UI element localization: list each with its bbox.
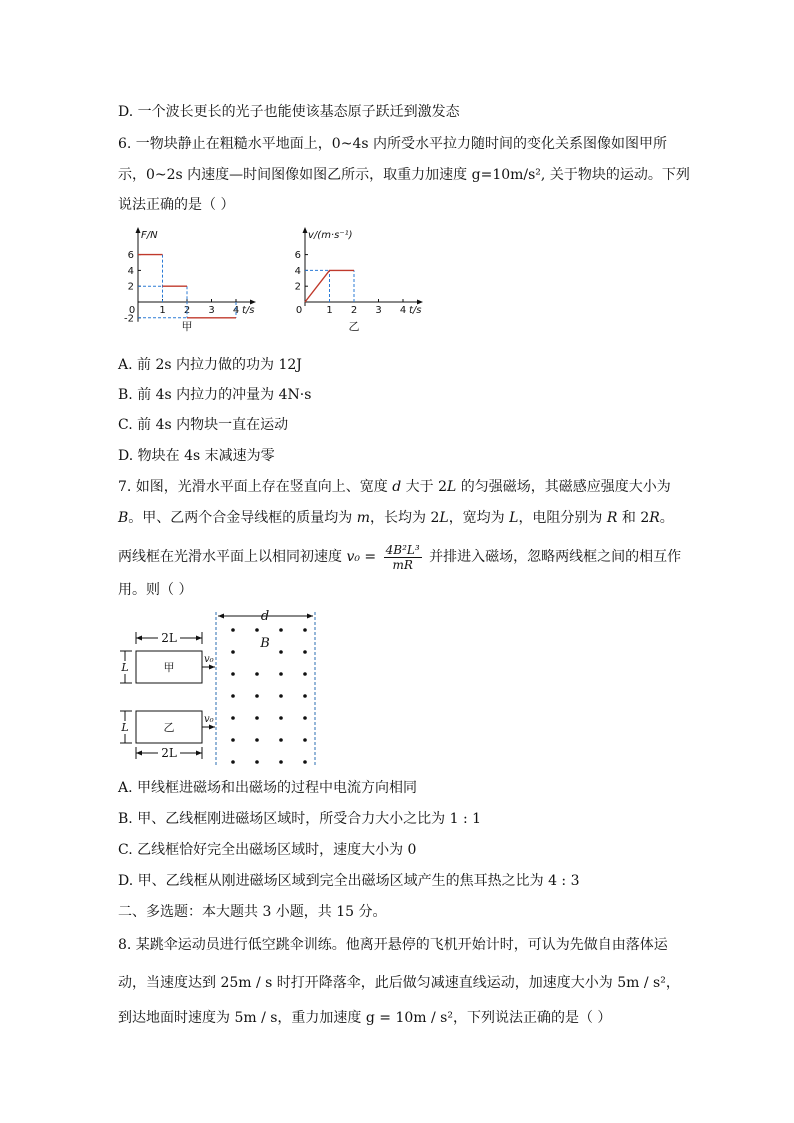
- x-tick-label: 3: [375, 305, 382, 316]
- initial-velocity-fraction: $\frac{\text{4B²L³}}{mR}$: [385, 542, 420, 572]
- x-tick-label: 1: [159, 305, 166, 316]
- field-dot: [303, 760, 307, 764]
- q6-option-b: B. 前 4s 内拉力的冲量为 4N·s: [118, 387, 312, 403]
- bottom-width-arrow-right: [196, 751, 202, 756]
- v0-arrowhead-jia: [209, 665, 215, 670]
- height-label-yi: L: [121, 721, 129, 734]
- field-dot: [303, 738, 307, 742]
- x-tick-label: 4: [232, 305, 240, 316]
- top-width-label: 2L: [161, 631, 177, 645]
- x-tick-label: 0: [128, 305, 136, 316]
- q7-stem-line4: 用。则（ ）: [118, 582, 193, 598]
- d-arrow-right: [307, 614, 313, 619]
- field-dot: [255, 760, 259, 764]
- y-tick-label: 2: [294, 281, 301, 293]
- field-dot: [231, 716, 235, 720]
- field-dot: [255, 738, 259, 742]
- q6-stem-line1: 6. 一物块静止在粗糙水平地面上，0~4s 内所受水平拉力随时间的变化关系图像如图甲所: [118, 136, 667, 152]
- bottom-width-arrow-left: [136, 751, 142, 756]
- q7-option-d: D. 甲、乙线框从刚进磁场区域到完全出磁场区域产生的焦耳热之比为 4 : 3: [118, 873, 580, 889]
- field-dot: [279, 672, 283, 676]
- field-dot: [279, 628, 283, 632]
- q6-figure-yi: [285, 225, 435, 347]
- x-axis-label: t/s: [409, 305, 422, 316]
- d-label: d: [260, 609, 270, 624]
- field-dot: [231, 760, 235, 764]
- q8-stem-line3: 到达地面时速度为 5m / s，重力加速度 g = 10m / s²，下列说法正确的是（ ）: [118, 1010, 612, 1026]
- q7-stem-line2: B。甲、乙两个合金导线框的质量均为 m，长均为 2L，宽均为 L，电阻分别为 R 和 2R。: [118, 510, 674, 526]
- field-dot: [279, 738, 283, 742]
- field-dot: [255, 672, 259, 676]
- q6-option-d: D. 物块在 4s 末减速为零: [118, 448, 275, 464]
- bottom-width-label: 2L: [161, 746, 177, 760]
- q5-option-d: D. 一个波长更长的光子也能使该基态原子跃迁到激发态: [118, 104, 460, 120]
- field-dot: [231, 628, 235, 632]
- height-label-jia: L: [121, 661, 129, 674]
- field-dot: [255, 694, 259, 698]
- q7-stem-line1: 7. 如图，光滑水平面上存在竖直向上、宽度 d 大于 2L 的匀强磁场，其磁感应强度大小为: [118, 479, 671, 495]
- q8-stem-line2: 动，当速度达到 25m / s 时打开降落伞，此后做匀减速直线运动，加速度大小为 5m / s²，: [118, 975, 680, 991]
- x-axis-label: t/s: [242, 305, 255, 316]
- q7-stem-line3: 两线框在光滑水平面上以相同初速度 v₀ = $\frac{\text{4B²L³}}{mR}$ 并排进入磁场，忽略两线框之间的相互作: [118, 542, 682, 572]
- y-tick-label: 4: [127, 265, 134, 277]
- field-dot: [279, 650, 283, 654]
- magnetic-field-diagram: [118, 606, 328, 766]
- force-time-graph: [118, 225, 268, 343]
- d-arrow-left: [218, 614, 224, 619]
- field-dot: [279, 760, 283, 764]
- top-width-arrow-right: [196, 636, 202, 641]
- x-tick-label: 2: [350, 305, 358, 316]
- q8-stem-line1: 8. 某跳伞运动员进行低空跳伞训练。他离开悬停的飞机开始计时，可认为先做自由落体运: [118, 937, 668, 953]
- v0-arrowhead-yi: [209, 725, 215, 730]
- y-axis-label: F/N: [141, 230, 158, 241]
- q6-option-a: A. 前 2s 内拉力做的功为 12J: [118, 357, 302, 373]
- figure-caption: 甲: [181, 320, 193, 333]
- y-tick-label: 4: [294, 265, 301, 277]
- y-tick-label: -2: [124, 313, 134, 325]
- field-dot: [255, 716, 259, 720]
- x-axis-arrow: [250, 300, 256, 305]
- field-dot: [279, 694, 283, 698]
- velocity-time-graph: [285, 225, 435, 343]
- y-axis-arrow: [136, 227, 141, 233]
- y-axis-label: v/(m·s⁻¹): [308, 230, 353, 241]
- field-dot: [231, 650, 235, 654]
- field-dot: [231, 694, 235, 698]
- x-tick-label: 0: [295, 305, 303, 316]
- q6-option-c: C. 前 4s 内物块一直在运动: [118, 417, 289, 433]
- field-dot: [303, 716, 307, 720]
- x-tick-label: 1: [326, 305, 333, 316]
- y-tick-label: 2: [127, 281, 134, 293]
- top-width-arrow-left: [136, 636, 142, 641]
- field-dot: [255, 628, 259, 632]
- q7-option-a: A. 甲线框进磁场和出磁场的过程中电流方向相同: [118, 780, 418, 796]
- q6-figure-jia: [118, 225, 268, 347]
- section-heading: 二、多选题：本大题共 3 小题，共 15 分。: [118, 904, 387, 920]
- v0-label-yi: v₀: [204, 714, 214, 725]
- q7-figure: [118, 606, 328, 770]
- q6-stem-line2: 示，0~2s 内速度—时间图像如图乙所示，取重力加速度 g=10m/s², 关于物块的运动。下列: [118, 167, 690, 183]
- field-dot: [303, 650, 307, 654]
- y-tick-label: 6: [127, 250, 134, 262]
- field-dot: [231, 672, 235, 676]
- q7-option-b: B. 甲、乙线框刚进磁场区域时，所受合力大小之比为 1 : 1: [118, 811, 482, 827]
- q7-option-c: C. 乙线框恰好完全出磁场区域时，速度大小为 0: [118, 842, 417, 858]
- frame-yi-label: 乙: [163, 721, 175, 734]
- y-axis-arrow: [303, 227, 308, 233]
- x-tick-label: 4: [399, 305, 407, 316]
- field-dot: [231, 738, 235, 742]
- x-tick-label: 2: [183, 305, 191, 316]
- v0-label-jia: v₀: [204, 654, 214, 665]
- b-label: B: [260, 636, 270, 651]
- x-tick-label: 3: [208, 305, 215, 316]
- frame-jia-label: 甲: [163, 661, 175, 674]
- field-dot: [303, 672, 307, 676]
- figure-caption: 乙: [348, 320, 360, 333]
- field-dot: [279, 716, 283, 720]
- x-axis-arrow: [417, 300, 423, 305]
- y-tick-label: 6: [294, 250, 301, 262]
- field-dot: [303, 628, 307, 632]
- q6-stem-line3: 说法正确的是（ ）: [118, 197, 235, 213]
- field-dot: [303, 694, 307, 698]
